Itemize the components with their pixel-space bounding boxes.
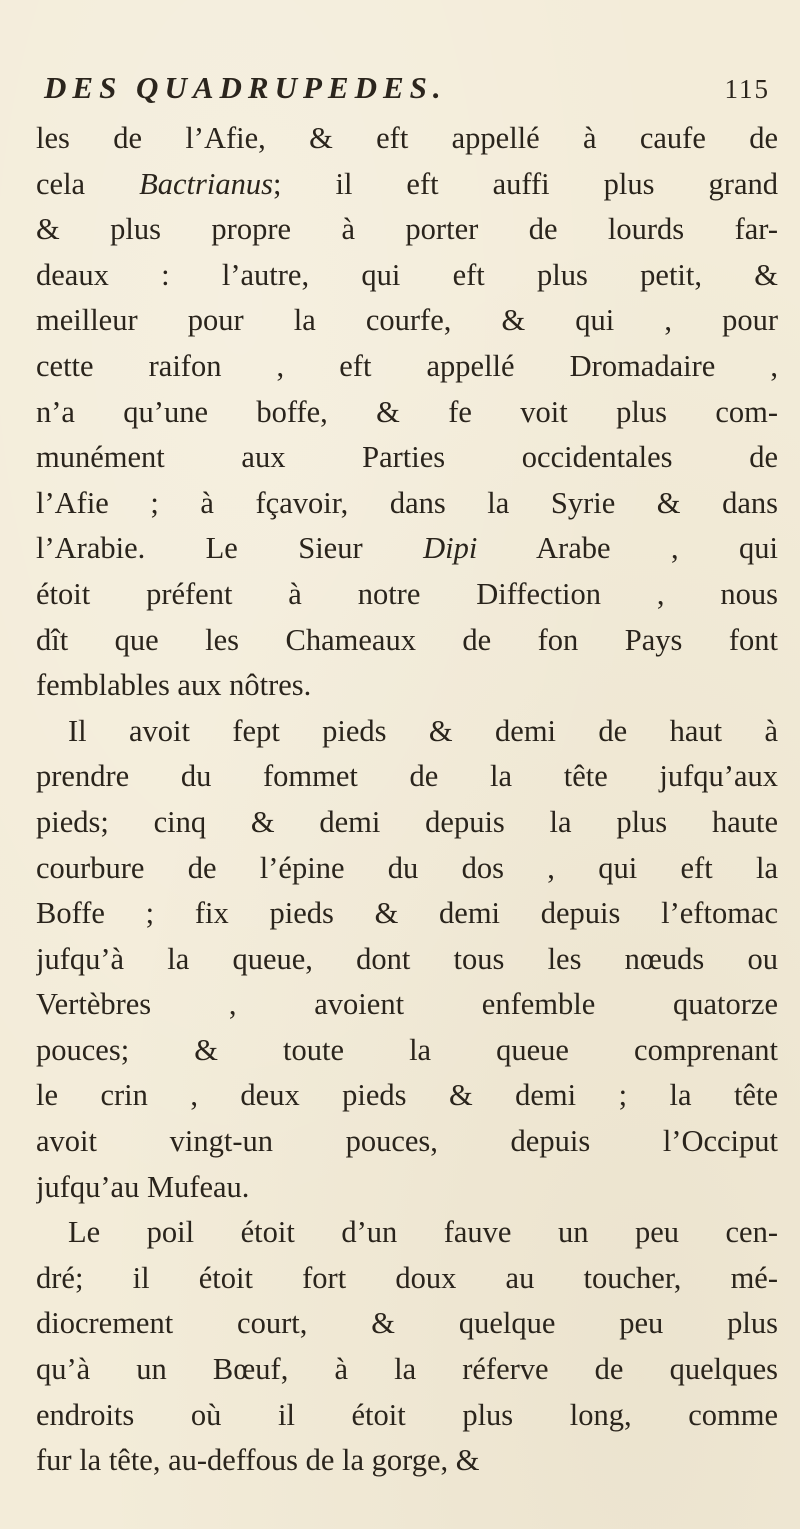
text-line [36,982,778,1028]
italic-segment: Dipi [423,531,478,566]
text-segment: pieds; cinq & demi depuis la plus haute [36,804,778,839]
text-line [36,253,778,299]
text-line [36,1393,778,1439]
text-line [36,162,778,208]
text-line [36,1301,778,1347]
text-line [36,572,778,618]
text-line [36,663,778,709]
text-segment: étoit préfent à notre Diffection , nous [36,576,778,611]
paragraph [36,116,778,709]
text-line [36,435,778,481]
text-line [36,1347,778,1393]
text-segment: cela [36,166,140,201]
body-text [36,116,778,1484]
text-segment: l’Afie ; à fçavoir, dans la Syrie & dans [36,485,778,520]
text-segment: jufqu’au Mufeau. [36,1169,250,1204]
text-line [36,1210,778,1256]
text-segment: Le poil étoit d’un fauve un peu cen- [68,1215,778,1250]
text-segment: qu’à un Bœuf, à la réferve de quelques [36,1352,778,1387]
text-line [36,1438,778,1484]
paragraph [36,1210,778,1484]
text-line [36,800,778,846]
text-line [36,207,778,253]
text-segment: le crin , deux pieds & demi ; la tête [36,1078,778,1113]
text-line [36,754,778,800]
running-head [40,70,780,116]
text-segment: Il avoit fept pieds & demi de haut à [68,713,778,748]
text-segment: cette raifon , eft appellé Dromadaire , [36,348,778,383]
text-line [36,116,778,162]
text-segment: avoit vingt-un pouces, depuis l’Occiput [36,1124,778,1159]
text-line [36,1028,778,1074]
text-segment: femblables aux nôtres. [36,668,312,703]
italic-segment: Bactrianus [139,166,273,201]
text-segment: les de l’Afie, & eft appellé à caufe de [36,121,778,155]
text-segment: prendre du fommet de la tête jufqu’aux [36,759,778,794]
text-line [36,1256,778,1302]
text-segment: dré; il étoit fort doux au toucher, mé- [36,1260,778,1295]
page-number: 115 [724,74,770,104]
text-segment: Vertèbres , avoient enfemble quatorze [36,987,778,1022]
paragraph [36,709,778,1211]
text-line [36,298,778,344]
text-line [36,891,778,937]
text-segment: deaux : l’autre, qui eft plus petit, & [36,257,778,292]
text-segment: jufqu’à la queue, dont tous les nœuds ou [36,941,778,976]
text-segment: pouces; & toute la queue comprenant [36,1032,778,1067]
text-line [36,1165,778,1211]
text-segment: fur la tête, au-deffous de la gorge, & [36,1443,480,1478]
text-line [36,937,778,983]
text-line [36,344,778,390]
text-segment: endroits où il étoit plus long, comme [36,1397,778,1432]
text-segment: n’a qu’une boffe, & fe voit plus com- [36,394,778,429]
text-segment: dît que les Chameaux de fon Pays font [36,622,778,657]
text-segment: & plus propre à porter de lourds far- [36,212,778,247]
text-segment: ; il eft auffi plus grand [272,166,778,201]
text-line [36,390,778,436]
text-line [36,1119,778,1165]
text-segment: meilleur pour la courfe, & qui , pour [36,303,778,338]
text-segment: l’Arabie. Le Sieur [36,531,424,566]
text-segment: courbure de l’épine du dos , qui eft la [36,850,778,885]
text-segment: diocrement court, & quelque peu plus [36,1306,778,1341]
text-line [36,618,778,664]
running-title: DES QUADRUPEDES. [44,70,447,105]
text-line [36,846,778,892]
text-line [36,481,778,527]
text-segment: Boffe ; fix pieds & demi depuis l’eftomac [36,896,778,931]
text-line [36,526,778,572]
text-line [36,709,778,755]
text-line [36,1073,778,1119]
text-segment: Arabe , qui [477,531,778,566]
text-segment: munément aux Parties occidentales de [36,440,778,475]
